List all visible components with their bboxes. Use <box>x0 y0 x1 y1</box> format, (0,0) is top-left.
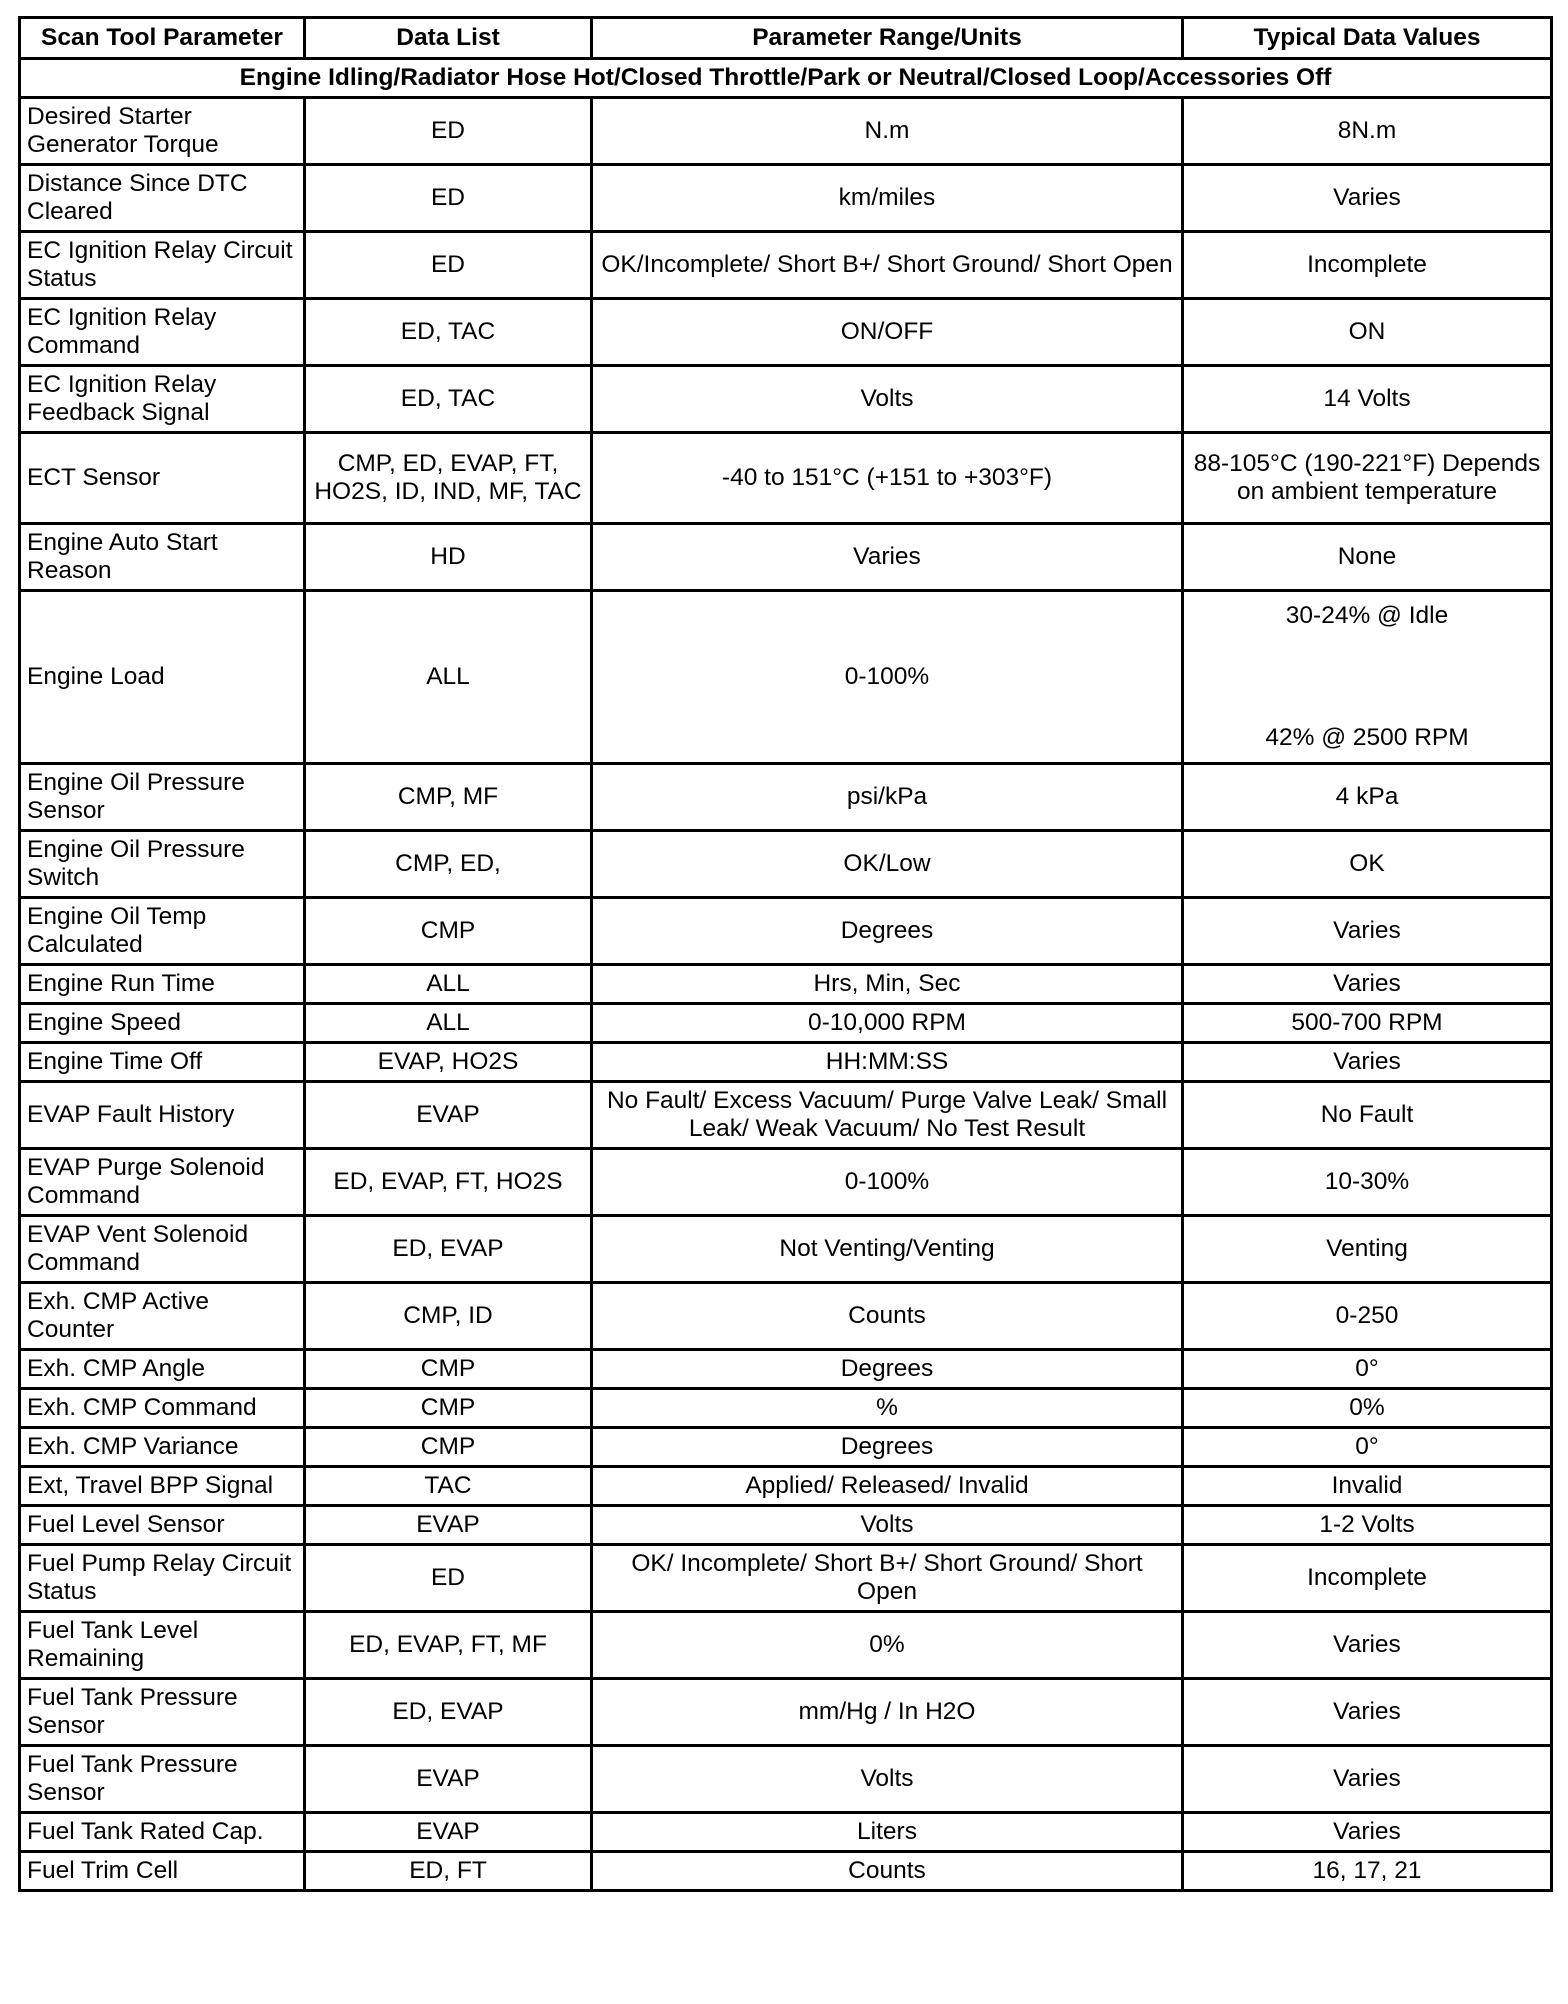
range-cell: ON/OFF <box>592 299 1183 366</box>
param-cell: Engine Run Time <box>20 965 305 1004</box>
range-cell: Counts <box>592 1283 1183 1350</box>
data-list-cell: EVAP <box>305 1506 592 1545</box>
table-row <box>20 764 1552 831</box>
data-list-cell: EVAP, HO2S <box>305 1043 592 1082</box>
typical-cell: 4 kPa <box>1183 764 1552 831</box>
table-row <box>20 1467 1552 1506</box>
header-scan-tool-parameter: Scan Tool Parameter <box>20 18 305 59</box>
data-list-cell: ED, EVAP <box>305 1679 592 1746</box>
table-row <box>20 1043 1552 1082</box>
data-list-cell: ED, EVAP <box>305 1216 592 1283</box>
range-cell: 0% <box>592 1612 1183 1679</box>
param-cell: EVAP Fault History <box>20 1082 305 1149</box>
data-list-cell: ED <box>305 232 592 299</box>
table-row <box>20 1545 1552 1612</box>
param-cell: EC Ignition Relay Feedback Signal <box>20 366 305 433</box>
typical-cell: Invalid <box>1183 1467 1552 1506</box>
range-cell: Volts <box>592 1506 1183 1545</box>
range-cell: psi/kPa <box>592 764 1183 831</box>
typical-cell: Incomplete <box>1183 232 1552 299</box>
data-list-cell: CMP, ED, EVAP, FT, HO2S, ID, IND, MF, TAC <box>305 433 592 524</box>
data-list-cell: ALL <box>305 1004 592 1043</box>
data-list-cell: ED <box>305 1545 592 1612</box>
operating-condition: Engine Idling/Radiator Hose Hot/Closed Throttle/Park or Neutral/Closed Loop/Accessories Off <box>20 59 1552 98</box>
range-cell: Hrs, Min, Sec <box>592 965 1183 1004</box>
range-cell: N.m <box>592 98 1183 165</box>
data-list-cell: ALL <box>305 965 592 1004</box>
table-row <box>20 1149 1552 1216</box>
table-row <box>20 1389 1552 1428</box>
param-cell: Engine Time Off <box>20 1043 305 1082</box>
range-cell: HH:MM:SS <box>592 1043 1183 1082</box>
typical-cell: ON <box>1183 299 1552 366</box>
data-list-cell: CMP, ED, <box>305 831 592 898</box>
data-list-cell: ED, FT <box>305 1852 592 1891</box>
typical-cell: Varies <box>1183 1043 1552 1082</box>
range-cell: mm/Hg / In H2O <box>592 1679 1183 1746</box>
data-list-cell: ED, EVAP, FT, MF <box>305 1612 592 1679</box>
param-cell: Engine Oil Pressure Switch <box>20 831 305 898</box>
typical-cell: Varies <box>1183 1813 1552 1852</box>
range-cell: OK/Incomplete/ Short B+/ Short Ground/ Short Open <box>592 232 1183 299</box>
param-cell: Fuel Tank Level Remaining <box>20 1612 305 1679</box>
param-cell: Fuel Tank Pressure Sensor <box>20 1746 305 1813</box>
table-row <box>20 1350 1552 1389</box>
typical-cell: None <box>1183 524 1552 591</box>
data-list-cell: CMP <box>305 1350 592 1389</box>
param-cell: Exh. CMP Active Counter <box>20 1283 305 1350</box>
data-list-cell: EVAP <box>305 1082 592 1149</box>
table-row <box>20 1506 1552 1545</box>
typical-cell: Varies <box>1183 165 1552 232</box>
typical-value-2500-rpm: 42% @ 2500 RPM <box>1265 724 1469 752</box>
typical-cell: 8N.m <box>1183 98 1552 165</box>
typical-cell: 0° <box>1183 1428 1552 1467</box>
typical-cell: Incomplete <box>1183 1545 1552 1612</box>
data-list-cell: CMP <box>305 1389 592 1428</box>
param-cell: Ext, Travel BPP Signal <box>20 1467 305 1506</box>
data-list-cell: ED, TAC <box>305 299 592 366</box>
typical-cell: Venting <box>1183 1216 1552 1283</box>
scan-tool-data-table <box>18 16 1553 1892</box>
table-row <box>20 1612 1552 1679</box>
data-list-cell: EVAP <box>305 1746 592 1813</box>
typical-cell: OK <box>1183 831 1552 898</box>
typical-cell: 0-250 <box>1183 1283 1552 1350</box>
table-row <box>20 1852 1552 1891</box>
range-cell: Degrees <box>592 898 1183 965</box>
param-cell: Fuel Level Sensor <box>20 1506 305 1545</box>
param-cell: Desired Starter Generator Torque <box>20 98 305 165</box>
range-cell: Degrees <box>592 1350 1183 1389</box>
range-cell: Volts <box>592 366 1183 433</box>
param-cell: Engine Oil Temp Calculated <box>20 898 305 965</box>
typical-cell: 10-30% <box>1183 1149 1552 1216</box>
param-cell: Fuel Pump Relay Circuit Status <box>20 1545 305 1612</box>
table-row <box>20 1283 1552 1350</box>
table-row <box>20 965 1552 1004</box>
data-list-cell: CMP, ID <box>305 1283 592 1350</box>
table-row <box>20 591 1552 764</box>
data-list-cell: CMP <box>305 1428 592 1467</box>
typical-cell: Varies <box>1183 1679 1552 1746</box>
typical-cell: 14 Volts <box>1183 366 1552 433</box>
range-cell: Degrees <box>592 1428 1183 1467</box>
data-list-cell: ED, EVAP, FT, HO2S <box>305 1149 592 1216</box>
range-cell: OK/Low <box>592 831 1183 898</box>
typical-cell <box>1183 591 1552 764</box>
data-list-cell: HD <box>305 524 592 591</box>
typical-cell: 500-700 RPM <box>1183 1004 1552 1043</box>
data-list-cell: ALL <box>305 591 592 764</box>
data-list-cell: ED, TAC <box>305 366 592 433</box>
typical-cell: 0% <box>1183 1389 1552 1428</box>
param-cell: Engine Auto Start Reason <box>20 524 305 591</box>
operating-condition-row <box>20 59 1552 98</box>
table-row <box>20 1004 1552 1043</box>
typical-cell: 0° <box>1183 1350 1552 1389</box>
typical-cell: Varies <box>1183 1612 1552 1679</box>
range-cell: Liters <box>592 1813 1183 1852</box>
table-row <box>20 165 1552 232</box>
param-cell: Engine Speed <box>20 1004 305 1043</box>
table-row <box>20 1428 1552 1467</box>
range-cell: -40 to 151°C (+151 to +303°F) <box>592 433 1183 524</box>
range-cell: Counts <box>592 1852 1183 1891</box>
table-row <box>20 1813 1552 1852</box>
data-list-cell: EVAP <box>305 1813 592 1852</box>
data-list-cell: ED <box>305 98 592 165</box>
param-cell: Distance Since DTC Cleared <box>20 165 305 232</box>
range-cell: Volts <box>592 1746 1183 1813</box>
table-row <box>20 98 1552 165</box>
data-list-cell: CMP <box>305 898 592 965</box>
range-cell: % <box>592 1389 1183 1428</box>
range-cell: Not Venting/Venting <box>592 1216 1183 1283</box>
data-list-cell: CMP, MF <box>305 764 592 831</box>
typical-cell: Varies <box>1183 965 1552 1004</box>
param-cell: Exh. CMP Variance <box>20 1428 305 1467</box>
range-cell: km/miles <box>592 165 1183 232</box>
header-data-list: Data List <box>305 18 592 59</box>
param-cell: Fuel Tank Pressure Sensor <box>20 1679 305 1746</box>
range-cell: Applied/ Released/ Invalid <box>592 1467 1183 1506</box>
table-row <box>20 524 1552 591</box>
typical-cell: No Fault <box>1183 1082 1552 1149</box>
range-cell: 0-100% <box>592 1149 1183 1216</box>
header-parameter-range-units: Parameter Range/Units <box>592 18 1183 59</box>
table-row <box>20 898 1552 965</box>
param-cell: Engine Oil Pressure Sensor <box>20 764 305 831</box>
range-cell: 0-100% <box>592 591 1183 764</box>
table-row <box>20 366 1552 433</box>
table-row <box>20 299 1552 366</box>
data-list-cell: TAC <box>305 1467 592 1506</box>
typical-cell: 88-105°C (190-221°F) Depends on ambient temperature <box>1183 433 1552 524</box>
table-row <box>20 1746 1552 1813</box>
range-cell: 0-10,000 RPM <box>592 1004 1183 1043</box>
table-row <box>20 1216 1552 1283</box>
table-row <box>20 1082 1552 1149</box>
param-cell: ECT Sensor <box>20 433 305 524</box>
param-cell: EC Ignition Relay Circuit Status <box>20 232 305 299</box>
param-cell: Fuel Tank Rated Cap. <box>20 1813 305 1852</box>
range-cell: Varies <box>592 524 1183 591</box>
typical-cell: 1-2 Volts <box>1183 1506 1552 1545</box>
param-cell: Exh. CMP Angle <box>20 1350 305 1389</box>
data-list-cell: ED <box>305 165 592 232</box>
typical-cell: Varies <box>1183 898 1552 965</box>
header-typical-data-values: Typical Data Values <box>1183 18 1552 59</box>
header-row <box>20 18 1552 59</box>
range-cell: OK/ Incomplete/ Short B+/ Short Ground/ Short Open <box>592 1545 1183 1612</box>
typical-values-stack <box>1190 602 1544 752</box>
param-cell: Exh. CMP Command <box>20 1389 305 1428</box>
table-row <box>20 831 1552 898</box>
param-cell: Engine Load <box>20 591 305 764</box>
typical-value-idle: 30-24% @ Idle <box>1285 602 1449 629</box>
table-row <box>20 1679 1552 1746</box>
param-cell: EVAP Vent Solenoid Command <box>20 1216 305 1283</box>
typical-cell: Varies <box>1183 1746 1552 1813</box>
range-cell: No Fault/ Excess Vacuum/ Purge Valve Leak/ Small Leak/ Weak Vacuum/ No Test Result <box>592 1082 1183 1149</box>
table-row <box>20 232 1552 299</box>
param-cell: EC Ignition Relay Command <box>20 299 305 366</box>
typical-cell: 16, 17, 21 <box>1183 1852 1552 1891</box>
param-cell: Fuel Trim Cell <box>20 1852 305 1891</box>
param-cell: EVAP Purge Solenoid Command <box>20 1149 305 1216</box>
table-row <box>20 433 1552 524</box>
